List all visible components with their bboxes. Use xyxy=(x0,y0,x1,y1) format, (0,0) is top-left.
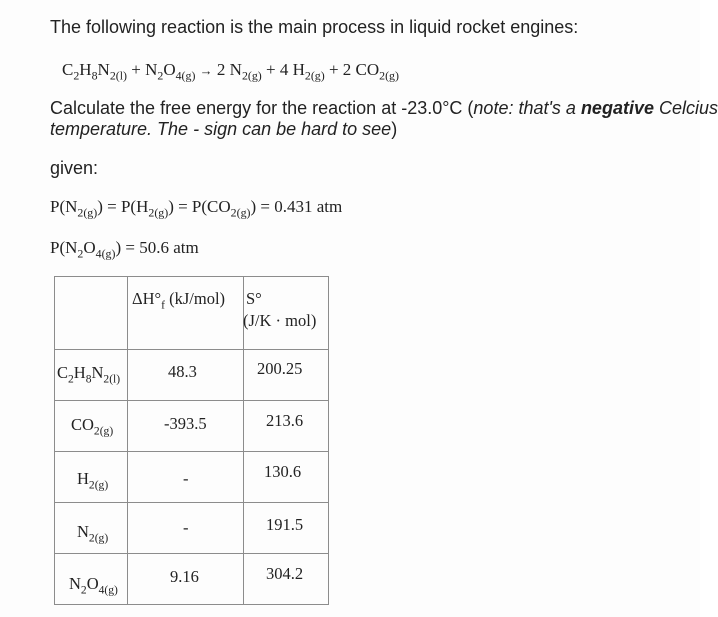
plus-sign: + xyxy=(131,60,141,79)
reaction-arrow: → xyxy=(199,63,213,78)
table-row xyxy=(55,401,329,452)
product-h2: + 4 $H_{2(g)}$ xyxy=(266,60,325,83)
product-n2: 2 $N_{2(g)}$ xyxy=(216,60,262,83)
entropy-cell: 200.25 xyxy=(244,350,329,401)
pressure-line-2: $P(N_2O_{4(g)}) = 50.6$ atm xyxy=(50,238,199,261)
thermo-data-table xyxy=(54,276,329,605)
table-header-row xyxy=(55,277,329,350)
species-cell: $N_2O_{4(g)}$ xyxy=(55,554,128,605)
reaction-equation xyxy=(62,60,399,83)
intro-text: The following reaction is the main process in liquid rocket engines: xyxy=(50,17,579,37)
entropy-cell: 213.6 xyxy=(244,401,329,452)
enthalpy-cell: 9.16 xyxy=(128,554,244,605)
table-row xyxy=(55,554,329,605)
given-label: given: xyxy=(50,158,99,178)
species-cell: $C_2H_8N_{2(l)}$ xyxy=(55,350,128,401)
entropy-cell: 130.6 xyxy=(244,452,329,503)
table-row xyxy=(55,452,329,503)
species-cell: $CO_{2(g)}$ xyxy=(55,401,128,452)
species-cell: $H_{2(g)}$ xyxy=(55,452,128,503)
header-cell-enthalpy: $\Delta H^\circ_f$ (kJ/mol) xyxy=(128,277,244,350)
product-co2: + 2 $CO_{2(g)}$ xyxy=(328,60,399,83)
enthalpy-cell: - xyxy=(128,452,244,503)
table-row xyxy=(55,350,329,401)
pressure-line-1: $P(N_{2(g)}) = P(H_{2(g)}) = P(CO_{2(g)}) = 0.431$ atm xyxy=(50,197,343,220)
entropy-cell: 304.2 xyxy=(244,554,329,605)
enthalpy-cell: 48.3 xyxy=(128,350,244,401)
header-cell-species xyxy=(55,277,128,350)
species-cell: $N_{2(g)}$ xyxy=(55,503,128,554)
reactant-n2o4: $N_2O_{4(g)}$ xyxy=(145,60,196,83)
reactant-c2h8n2: $C_2H_8N_{2(l)}$ xyxy=(62,60,127,83)
question-line-1: Calculate the free energy for the reaction at -23.0°C (note: that's a negative Celcius xyxy=(50,98,718,118)
header-cell-entropy: S° (J/K · mol) xyxy=(244,277,329,350)
question-line-2: temperature. The - sign can be hard to see) xyxy=(50,119,398,139)
table-row xyxy=(55,503,329,554)
enthalpy-cell: -393.5 xyxy=(128,401,244,452)
enthalpy-cell: - xyxy=(128,503,244,554)
entropy-cell: 191.5 xyxy=(244,503,329,554)
